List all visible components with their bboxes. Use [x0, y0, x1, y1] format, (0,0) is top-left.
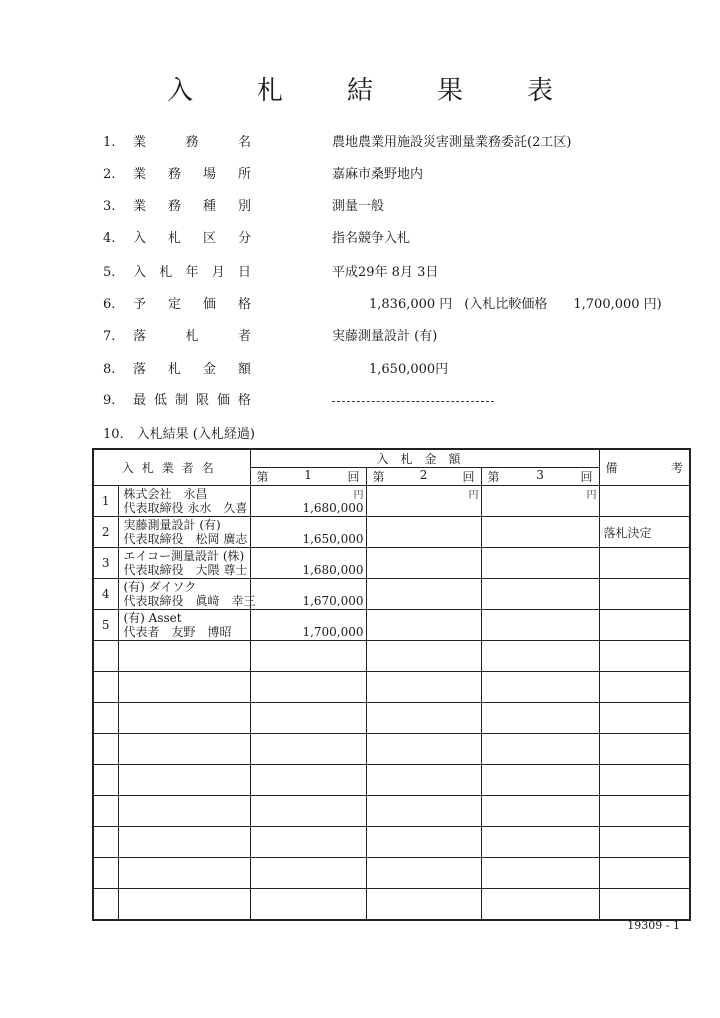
bidder-name [118, 827, 250, 858]
item-value: 嘉麻市桑野地内 [332, 167, 424, 182]
header-bidder-name: 入札業者名 [93, 449, 250, 486]
table-row [93, 517, 690, 548]
bidder-name [118, 765, 250, 796]
table-row [93, 889, 690, 920]
table-row [93, 703, 690, 734]
bid-amount-round-3 [481, 672, 599, 703]
row-index [93, 889, 118, 920]
header-round-3: 第 3 回 [481, 468, 599, 486]
bid-amount-round-1: 1,670,000 [250, 579, 366, 610]
bid-amount-round-3 [481, 858, 599, 889]
remarks [599, 703, 690, 734]
table-row [93, 796, 690, 827]
item-number: 7. [103, 329, 116, 344]
bid-amount-round-2 [366, 703, 481, 734]
table-row [93, 765, 690, 796]
bid-amount-round-1 [250, 796, 366, 827]
bid-amount-round-3 [481, 827, 599, 858]
bidder-name: 実藤測量設計 (有) 代表取締役 松岡 廣志 [118, 517, 250, 548]
header-round-2: 第 2 回 [366, 468, 481, 486]
bid-amount-round-2 [366, 579, 481, 610]
bid-amount-round-1 [250, 734, 366, 765]
bidder-name [118, 858, 250, 889]
header-bid-amount: 入札金額 [250, 449, 599, 468]
bid-amount-round-2 [366, 858, 481, 889]
bid-amount-round-1 [250, 703, 366, 734]
table-row [93, 734, 690, 765]
yen-unit: 円 [353, 490, 364, 501]
row-index [93, 827, 118, 858]
bid-amount-round-2 [366, 672, 481, 703]
bid-amount-round-3 [481, 579, 599, 610]
bid-amount-round-2 [366, 734, 481, 765]
row-index [93, 796, 118, 827]
item-label: 予 定 価 格 [133, 297, 251, 312]
bid-amount-round-2 [366, 517, 481, 548]
bid-amount-round-2 [366, 610, 481, 641]
comparison-price-note: (入札比較価格 1,700,000 円) [464, 297, 662, 312]
header-remarks: 備 考 [599, 449, 690, 486]
item-number: 3. [103, 199, 116, 214]
item-label: 業 務 種 別 [133, 199, 251, 214]
table-row [93, 548, 690, 579]
bidder-name [118, 796, 250, 827]
bidder-name [118, 889, 250, 920]
title-char: 果 [437, 76, 464, 106]
bidder-name: (有) Asset 代表者 友野 博昭 [118, 610, 250, 641]
item-label: 入 札 年 月 日 [133, 265, 251, 280]
remarks [599, 672, 690, 703]
row-index [93, 734, 118, 765]
item-label: 落 札 金 額 [133, 362, 251, 377]
section-10-heading: 10. 入札結果 (入札経過) [103, 427, 255, 442]
row-index [93, 765, 118, 796]
bid-amount-round-3 [481, 734, 599, 765]
bid-amount-round-3 [481, 796, 599, 827]
item-value: 測量一般 [332, 199, 385, 214]
bid-amount-round-3 [481, 703, 599, 734]
item-number: 5. [103, 265, 116, 280]
row-index: 5 [93, 610, 118, 641]
item-label: 落 札 者 [133, 329, 251, 344]
remarks [599, 641, 690, 672]
remarks [599, 827, 690, 858]
bidder-name [118, 703, 250, 734]
table-row [93, 672, 690, 703]
bidder-name: (有) ダイソク 代表取締役 眞﨑 幸三 [118, 579, 250, 610]
item-value: 農地農業用施設災害測量業務委託(2工区) [332, 135, 572, 150]
yen-unit: 円 [586, 490, 597, 501]
bidder-name: エイコー測量設計 (株) 代表取締役 大隈 尊士 [118, 548, 250, 579]
row-index: 4 [93, 579, 118, 610]
table-row [93, 579, 690, 610]
row-index [93, 703, 118, 734]
item-label: 業 務 場 所 [133, 167, 251, 182]
bid-amount-round-2 [366, 827, 481, 858]
item-value: 1,650,000円 [369, 362, 449, 377]
row-index: 1 [93, 486, 118, 517]
bid-amount-round-2 [366, 486, 481, 517]
remarks [599, 889, 690, 920]
remarks: 落札決定 [599, 517, 690, 548]
bid-amount-round-1 [250, 672, 366, 703]
item-value: 1,836,000 円 (入札比較価格 1,700,000 円) [369, 297, 662, 312]
document-number: 19309 - 1 [627, 919, 680, 932]
yen-unit: 円 [468, 490, 479, 501]
item-number: 8. [103, 362, 116, 377]
bidder-name [118, 672, 250, 703]
bid-amount-round-3 [481, 765, 599, 796]
row-index [93, 858, 118, 889]
bid-amount-round-2 [366, 548, 481, 579]
bid-amount-round-2 [366, 889, 481, 920]
row-index [93, 641, 118, 672]
item-number: 9. [103, 393, 116, 408]
remarks [599, 734, 690, 765]
bid-amount-round-1: 1,680,000 [250, 548, 366, 579]
item-value: 指名競争入札 [332, 231, 411, 246]
item-number: 1. [103, 135, 116, 150]
bid-amount-round-1 [250, 858, 366, 889]
title-char: 結 [346, 76, 373, 106]
bid-amount-round-2 [366, 641, 481, 672]
remarks [599, 858, 690, 889]
bid-amount-round-1 [250, 765, 366, 796]
page-title [0, 70, 720, 107]
dashed-blank-line [332, 401, 494, 402]
row-index [93, 672, 118, 703]
item-label: 最 低 制 限 価 格 [133, 393, 251, 408]
item-number: 2. [103, 167, 116, 182]
bid-results-table [92, 448, 691, 921]
row-index: 3 [93, 548, 118, 579]
table-row [93, 858, 690, 889]
item-label: 業 務 名 [133, 135, 251, 150]
table-row [93, 827, 690, 858]
remarks [599, 579, 690, 610]
table-row [93, 486, 690, 517]
remarks [599, 765, 690, 796]
bid-amount-round-3 [481, 641, 599, 672]
bid-amount-round-3 [481, 517, 599, 548]
bid-amount-round-2 [366, 765, 481, 796]
bidder-name [118, 641, 250, 672]
bid-amount-round-3 [481, 610, 599, 641]
remarks [599, 796, 690, 827]
bid-amount-round-1: 円 1,680,000 [250, 486, 366, 517]
table-row [93, 610, 690, 641]
item-number: 6. [103, 297, 116, 312]
title-char: 入 [166, 76, 193, 106]
bid-amount-round-2 [366, 796, 481, 827]
item-label: 入 札 区 分 [133, 231, 251, 246]
title-char: 札 [256, 76, 283, 106]
table-row [93, 641, 690, 672]
item-value: 実藤測量設計 (有) [332, 329, 438, 344]
remarks [599, 486, 690, 517]
bid-amount-round-3 [481, 548, 599, 579]
bid-amount-round-3 [481, 486, 599, 517]
bid-amount-round-1: 1,700,000 [250, 610, 366, 641]
row-index: 2 [93, 517, 118, 548]
bidder-name [118, 734, 250, 765]
bid-amount-round-1 [250, 641, 366, 672]
remarks [599, 548, 690, 579]
header-round-1: 第 1 回 [250, 468, 366, 486]
item-value: 平成29年 8月 3日 [332, 265, 439, 280]
bidder-name: 株式会社 永昌 代表取締役 永水 久喜 [118, 486, 250, 517]
remarks [599, 610, 690, 641]
title-char: 表 [527, 76, 554, 106]
item-number: 4. [103, 231, 116, 246]
bid-amount-round-3 [481, 889, 599, 920]
bid-amount-round-1 [250, 827, 366, 858]
bid-amount-round-1 [250, 889, 366, 920]
bid-amount-round-1: 1,650,000 [250, 517, 366, 548]
